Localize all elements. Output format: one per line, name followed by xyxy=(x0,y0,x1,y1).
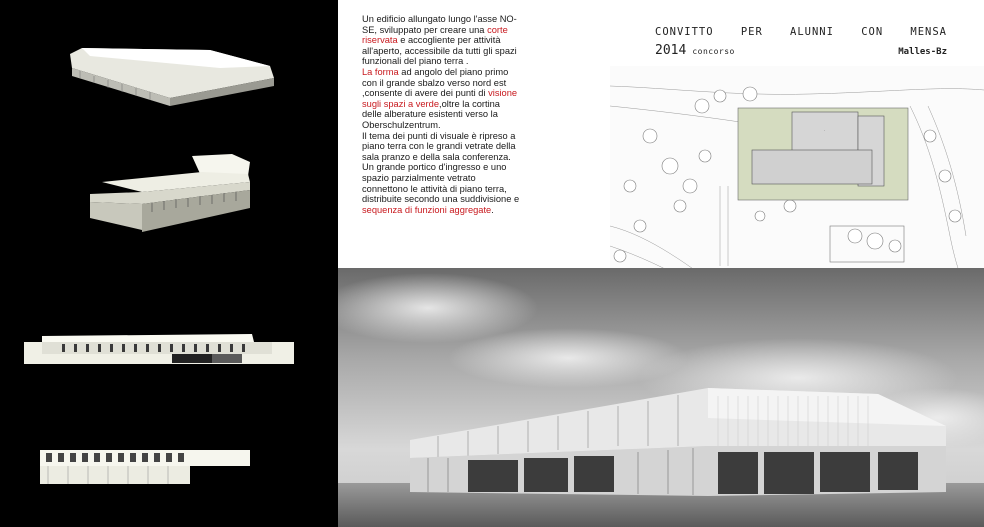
description-highlight-forma: La forma xyxy=(362,66,399,77)
description-p1b: e accogliente per attività all'aperto, accessibile da tutti gli spazi funzionali del piano terra . xyxy=(362,35,517,67)
title-word-5: MENSA xyxy=(910,26,947,38)
model-perspective-2 xyxy=(82,152,282,242)
project-year-line xyxy=(655,43,735,58)
project-subtitle xyxy=(655,43,947,58)
description-p2a: ad angolo del piano primo con il grande sbalzo verso nord est ,consente di avere dei punti di xyxy=(362,66,509,99)
title-word-3: ALUNNI xyxy=(790,26,834,38)
project-title xyxy=(655,26,947,38)
building-render xyxy=(338,268,984,527)
svg-text:·: · xyxy=(824,129,826,133)
model-elevation-2 xyxy=(38,448,254,488)
project-header xyxy=(655,26,947,58)
description-highlight-visione: visione sugli spazi a verde xyxy=(362,88,518,109)
title-word-1: CONVITTO xyxy=(655,26,714,38)
description-highlight-sequenza: sequenza di funzioni aggregate xyxy=(362,204,492,215)
description-p4b: . xyxy=(491,204,494,215)
model-elevation-1 xyxy=(22,326,296,368)
project-year: 2014 xyxy=(655,43,687,58)
title-word-4: CON xyxy=(861,26,884,38)
project-kind: concorso xyxy=(692,47,735,56)
description-highlight-corte: corte riservata xyxy=(362,24,508,46)
project-place: Malles-Bz xyxy=(898,47,947,57)
description-p3: Il tema dei punti di visuale è ripreso a piano terra con le grandi vetrate della sala pranzo e della sala conferenza. xyxy=(362,130,516,162)
model-views-panel xyxy=(0,0,338,527)
title-word-2: PER xyxy=(740,26,763,38)
project-description xyxy=(362,14,522,215)
description-p1a: Un edificio allungato lungo l'asse NO-SE, sviluppato per creare una xyxy=(362,14,517,35)
description-p2b: ,oltre la cortina delle alberature esistenti verso la Oberschulzentrum. xyxy=(362,98,500,130)
description-p4a: Un grande portico d'ingresso e uno spazio parzialmente vetrato connettono le attività di piano terra, distribuite secondo una suddivisione e xyxy=(362,162,520,205)
model-perspective-1 xyxy=(60,38,280,108)
